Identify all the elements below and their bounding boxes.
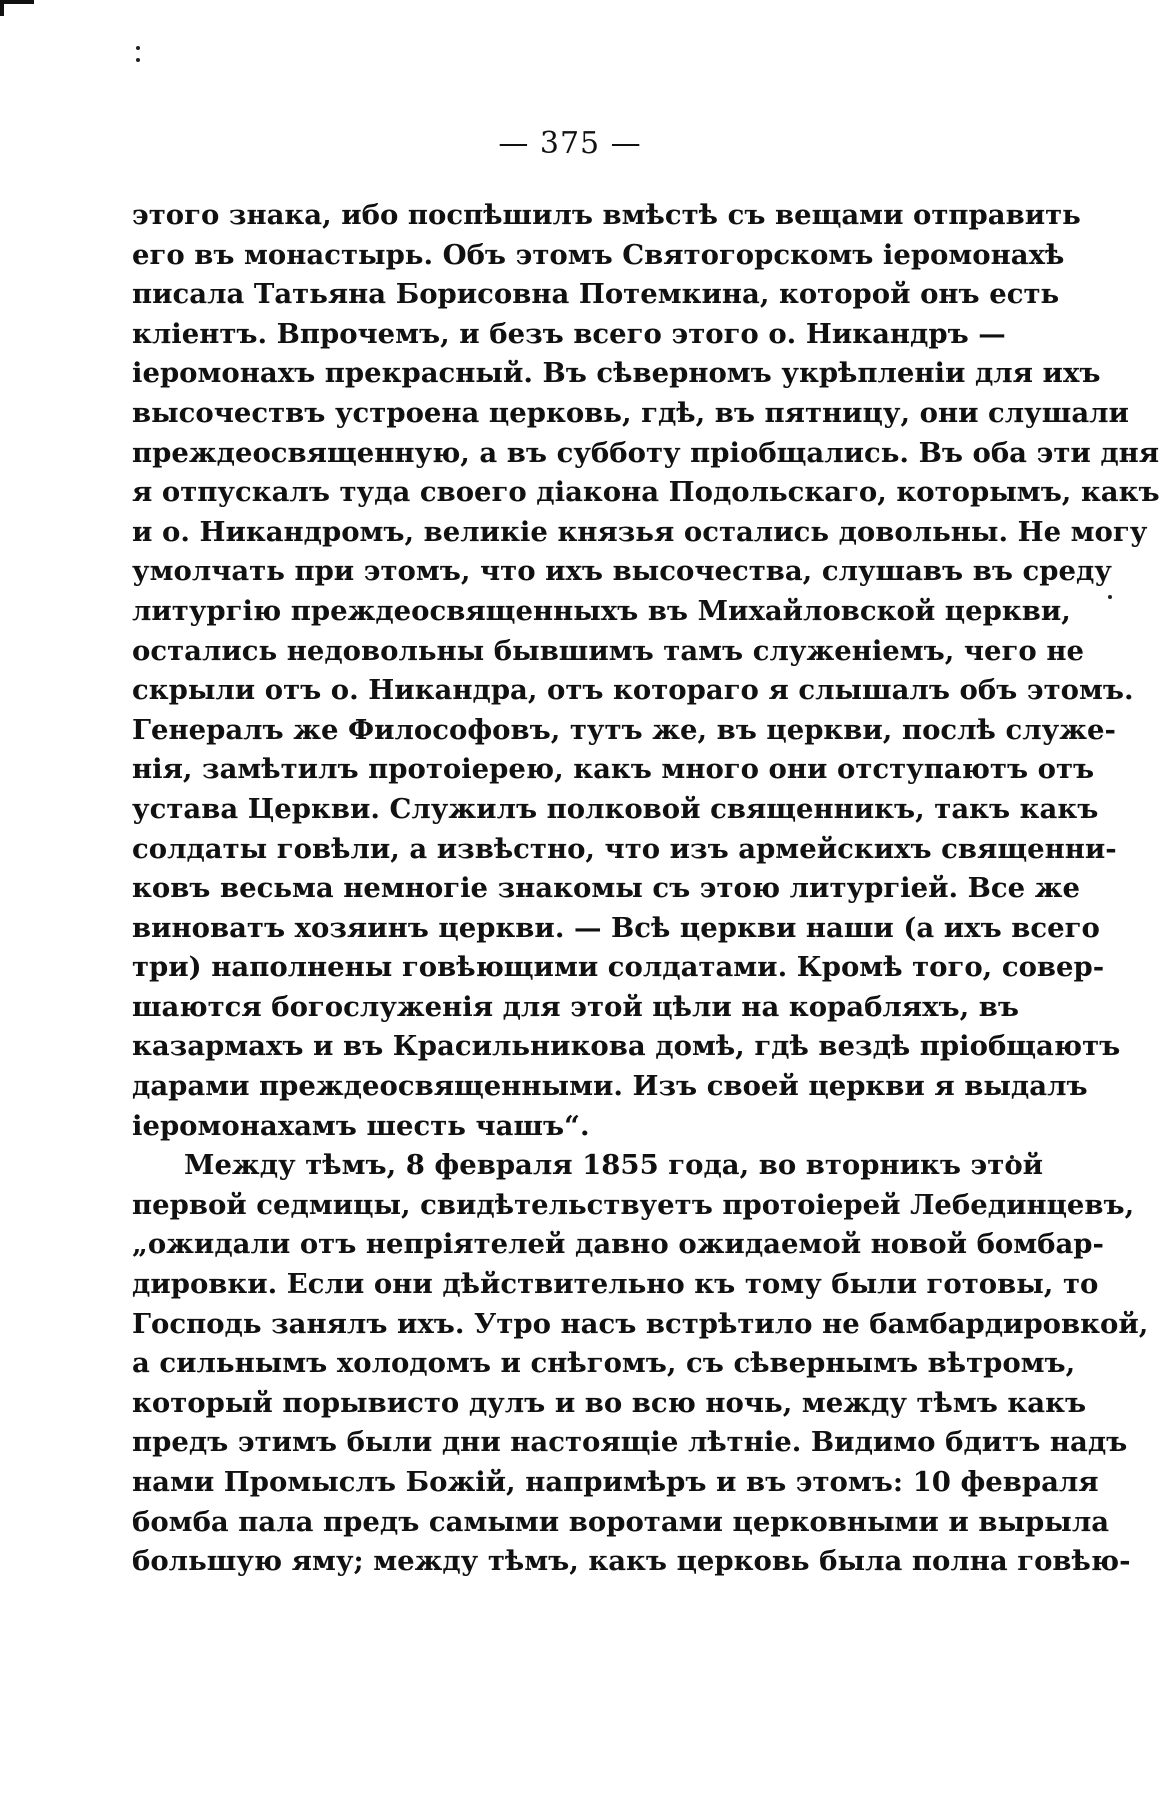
scan-corner-mark <box>0 0 34 16</box>
text-line: дарами преждеосвященными. Изъ своей церкви я выдалъ <box>132 1070 1088 1103</box>
text-line: шаются богослуженія для этой цѣли на корабляхъ, въ <box>132 990 1019 1023</box>
text-line: „ожидали отъ непріятелей давно ожидаемой новой бомбар- <box>132 1228 1104 1261</box>
text-line: а сильнымъ холодомъ и снѣгомъ, съ сѣвернымъ вѣтромъ, <box>132 1347 1076 1380</box>
text-line: преждеосвященную, а въ субботу пріобщались. Въ оба эти дня <box>132 436 1160 469</box>
text-line: его въ монастырь. Объ этомъ Святогорскомъ іеромонахѣ <box>132 238 1065 271</box>
paragraph <box>132 196 1160 1146</box>
text-line: который порывисто дулъ и во всю ночь, между тѣмъ какъ <box>132 1386 1087 1419</box>
text-line: Господь занялъ ихъ. Утро насъ встрѣтило не бамбардировкой, <box>132 1307 1149 1340</box>
paragraph <box>132 1146 1149 1582</box>
text-line: виноватъ хозяинъ церкви. — Всѣ церкви наши (а ихъ всего <box>132 911 1100 944</box>
text-line: іеромонахъ прекрасный. Въ сѣверномъ укрѣпленіи для ихъ <box>132 357 1101 390</box>
text-line: высочествъ устроена церковь, гдѣ, въ пятницу, они слушали <box>132 396 1129 429</box>
text-line: писала Татьяна Борисовна Потемкина, которой онъ есть <box>132 278 1060 311</box>
text-line: я отпускалъ туда своего діакона Подольскаго, которымъ, какъ <box>132 476 1160 509</box>
text-line: умолчать при этомъ, что ихъ высочества, слушавъ въ среду <box>132 555 1112 588</box>
text-line: казармахъ и въ Красильникова домѣ, гдѣ вездѣ пріобщаютъ <box>132 1030 1121 1063</box>
scan-speck <box>136 58 140 62</box>
text-line: литургію преждеосвященныхъ въ Михайловской церкви, <box>132 594 1071 627</box>
text-line: и о. Никандромъ, великіе князья остались довольны. Не могу <box>132 515 1148 548</box>
text-line: большую яму; между тѣмъ, какъ церковь была полна говѣю- <box>132 1545 1131 1578</box>
text-line: остались недовольны бывшимъ тамъ служеніемъ, чего не <box>132 634 1084 667</box>
text-line: предъ этимъ были дни настоящіе лѣтніе. Видимо бдитъ надъ <box>132 1426 1128 1459</box>
text-line: кліентъ. Впрочемъ, и безъ всего этого о. Никандръ — <box>132 317 1006 350</box>
text-line: Между тѣмъ, 8 февраля 1855 года, во вторникъ этой <box>184 1149 1044 1182</box>
text-line: Генералъ же Философовъ, тутъ же, въ церкви, послѣ служе- <box>132 713 1116 746</box>
text-line: нія, замѣтилъ протоіерею, какъ много они отступаютъ отъ <box>132 753 1095 786</box>
scan-speck <box>1108 595 1112 599</box>
text-line: ковъ весьма немногіе знакомы съ этою литургіей. Все же <box>132 872 1080 905</box>
page-number: — 375 — <box>498 126 642 161</box>
text-line: іеромонахамъ шесть чашъ“. <box>132 1109 590 1142</box>
text-line: скрыли отъ о. Никандра, отъ котораго я слышалъ объ этомъ. <box>132 674 1134 707</box>
text-line: первой седмицы, свидѣтельствуетъ протоіерей Лебединцевъ, <box>132 1188 1135 1221</box>
text-line: этого знака, ибо поспѣшилъ вмѣстѣ съ вещами отправить <box>132 199 1081 231</box>
text-line: нами Промыслъ Божій, напримѣръ и въ этомъ: 10 февраля <box>132 1466 1099 1498</box>
text-line: три) наполнены говѣющими солдатами. Кромѣ того, совер- <box>132 951 1105 984</box>
text-line: устава Церкви. Служилъ полковой священникъ, такъ какъ <box>132 792 1099 825</box>
scan-speck <box>136 46 140 50</box>
text-line: дировки. Если они дѣйствительно къ тому были готовы, то <box>132 1268 1099 1301</box>
text-line: солдаты говѣли, а извѣстно, что изъ армейскихъ священни- <box>132 832 1117 865</box>
text-line: бомба пала предъ самыми воротами церковными и вырыла <box>132 1505 1110 1538</box>
body-text <box>132 196 1160 1582</box>
